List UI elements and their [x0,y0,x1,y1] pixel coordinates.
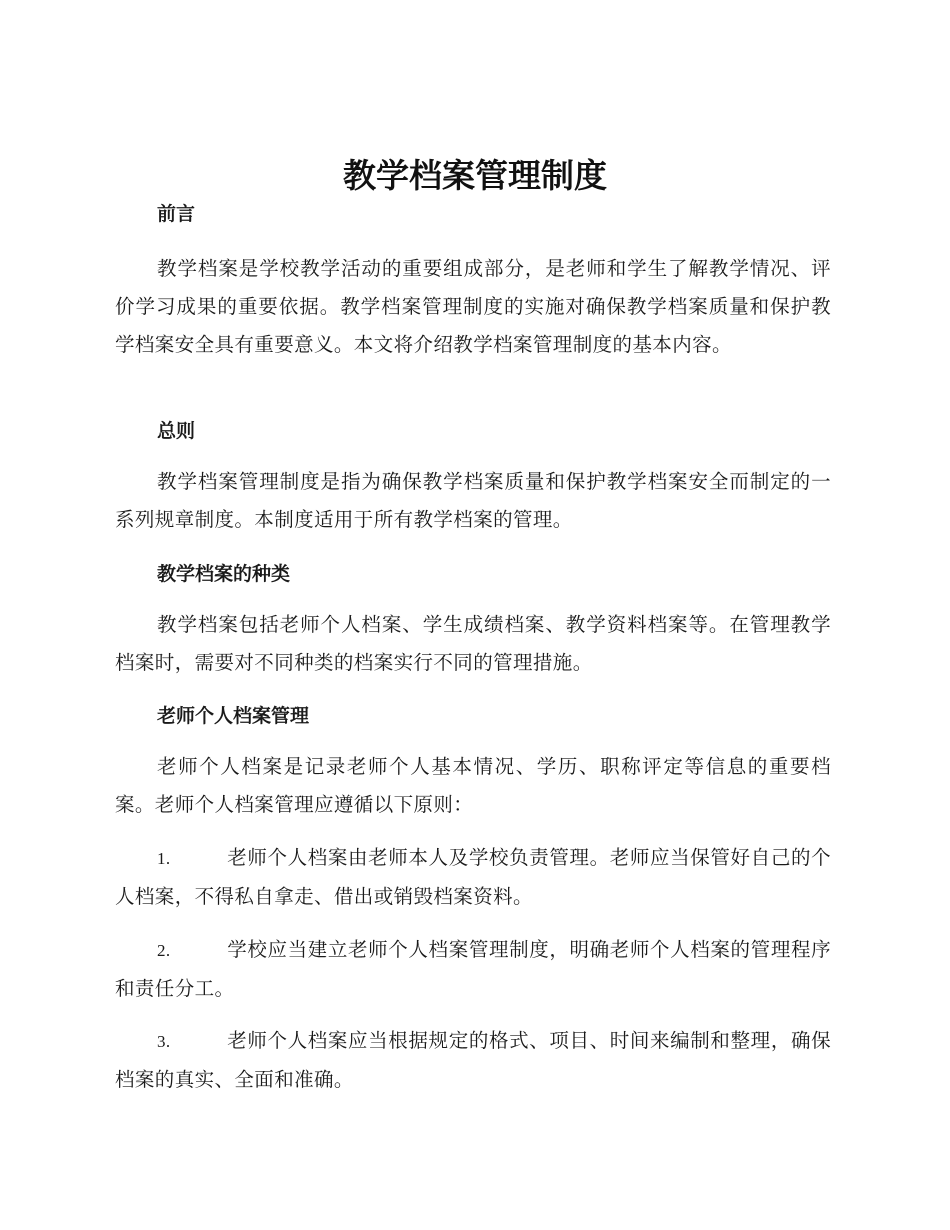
list-item [115,1022,831,1099]
section-preface [115,200,831,364]
section-teacher-archive [115,702,831,824]
list-item-text [115,931,831,1008]
section-paragraph: 老师个人档案是记录老师个人基本情况、学历、职称评定等信息的重要档案。老师个人档案管理应遵循以下原则： [115,755,831,816]
section-heading: 总则 [157,420,196,442]
list-content: 老师个人档案由老师本人及学校负责管理。老师应当保管好自己的个人档案，不得私自拿走、借出或销毁档案资料。 [115,846,831,908]
section-general [115,417,831,539]
list-number: 1. [157,849,171,868]
list-number: 2. [157,941,171,960]
list-item-text [115,839,831,916]
list-item-text [115,1022,831,1099]
section-paragraph: 教学档案是学校教学活动的重要组成部分，是老师和学生了解教学情况、评价学习成果的重要依据。教学档案管理制度的实施对确保教学档案质量和保护教学档案安全具有重要意义。本文将介绍教学档案管理制度的基本内容。 [115,257,831,356]
list-item [115,931,831,1008]
document-title: 教学档案管理制度 [343,156,607,195]
section-heading: 前言 [157,203,196,225]
list-number: 3. [157,1032,171,1051]
section-heading: 教学档案的种类 [157,563,291,585]
list-item [115,839,831,916]
list-content: 学校应当建立老师个人档案管理制度，明确老师个人档案的管理程序和责任分工。 [115,938,831,1000]
section-paragraph: 教学档案包括老师个人档案、学生成绩档案、教学资料档案等。在管理教学档案时，需要对不同种类的档案实行不同的管理措施。 [115,613,831,674]
list-content: 老师个人档案应当根据规定的格式、项目、时间来编制和整理，确保档案的真实、全面和准确。 [115,1029,831,1091]
section-heading: 老师个人档案管理 [157,705,310,727]
section-types [115,560,831,682]
section-paragraph: 教学档案管理制度是指为确保教学档案质量和保护教学档案安全而制定的一系列规章制度。本制度适用于所有教学档案的管理。 [115,470,831,531]
